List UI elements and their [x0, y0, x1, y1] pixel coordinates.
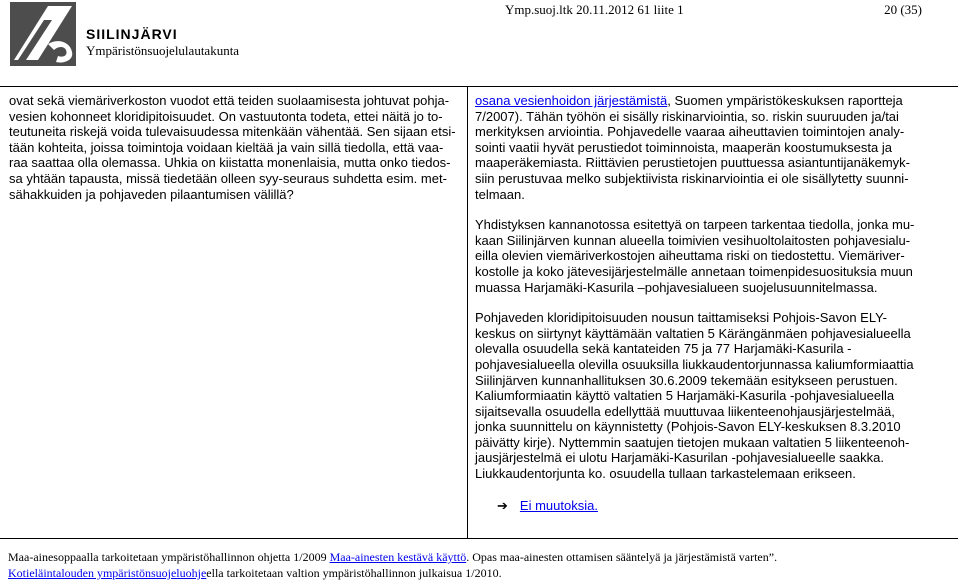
- municipal-emblem-icon: [8, 0, 78, 68]
- footer-line-1: [8, 549, 953, 565]
- kotielaintalous-link[interactable]: Kotieläintalouden ympäristönsuojeluohje: [8, 566, 207, 580]
- right-paragraph-1-text: , Suomen ympäristökeskuksen raportteja 7/2007). Tähän työhön ei sisälly riskinarviointia, so. riskin suuruuden ja/tai merkityksen arviointia. Pohjavedelle vaaraa aiheuttavien toimintojen analy- sointi vaatii hyvät perustiedot toiminnoista, maaperän koostumuksesta ja maaperäkemiasta. Riittävien perustietojen puuttuessa asiantuntijanäkemyk- siin perustuvaa melko subjektiivista riskinarviointia ei ole sisällytetty suunni- telmaan.: [475, 93, 911, 202]
- footer-line-2: [8, 565, 953, 581]
- right-paragraph-1: [475, 93, 920, 202]
- column-divider: [467, 86, 468, 538]
- right-paragraph-3: Pohjaveden kloridipitoisuuden nousun taittamiseksi Pohjois-Savon ELY- keskus on siirtynyt käyttämään valtatien 5 Kärängänmäen pohjavesialueella olevalla osuudella sekä kantateiden 75 ja 77 Harjamäki-Kasurila - pohjavesialueella olevilla osuuksilla liukkaudentorjunnassa kaliumformiaattia Siilinjärven kunnanhallituksen 30.6.2009 tekemään esitykseen perustuen. Kaliumformiaatin käyttö valtatien 5 Harjamäki-Kasurila -pohjavesialueella sijaitsevalla osuudella edellyttää muuttuvaa liikenteenohjausjärjestelmää, jonka suunnittelu on käynnistetty (Pohjois-Savon ELY-keskuksen 8.3.2010 päivätty kirje). Nyttemmin saatujen tietojen mukaan valtatien 5 liikenteenoh- jausjärjestelmä ei ulotu Harjamäki-Kasurilan -pohjavesialueelle saakka. Liukkaudentorjunta ko. osuudella tullaan tarkastelemaan erikseen.: [475, 310, 914, 482]
- organization-subtitle: Ympäristönsuojelulautakunta: [86, 43, 240, 58]
- left-paragraph: ovat sekä viemäriverkoston vuodot että teiden suolaamisesta johtuvat pohja- vesien kohonneet kloridipitoisuudet. On vastuutonta todeta, ettei näitä jo to- teutuneita riskejä voida tulevaisuudessa mitenkään vähentää. Sen sijaan etsi- tään kohteita, joissa toimintoja voidaan kieltää ja vain sillä tiedolla, että vaa- raa saattaa olla olemassa. Uhkia on kiistatta monenlaisia, mutta onko tiedos- sa yhtään tapausta, missä tiedetään olleen syy-seuraus suhdetta esim. met- sähakkuiden ja pohjaveden pilaantumisen välillä?: [9, 93, 456, 202]
- footer-line-1-text-b: . Opas maa-ainesten ottamisen sääntelyä ja järjestämistä varten”.: [466, 550, 778, 564]
- document-reference: Ymp.suoj.ltk 20.11.2012 61 liite 1: [505, 2, 684, 17]
- footer: [8, 549, 953, 581]
- left-column: [9, 93, 459, 202]
- arrow-right-icon: ➔: [497, 497, 508, 513]
- right-column: [475, 93, 920, 513]
- maa-ainesten-link[interactable]: Maa-ainesten kestävä käyttö: [329, 550, 467, 564]
- page-number: 20 (35): [884, 2, 922, 17]
- organization-name: SIILINJÄRVI: [86, 26, 178, 42]
- footer-line-1-text-a: Maa-ainesoppaalla tarkoitetaan ympäristöhallinnon ohjetta 1/2009: [8, 550, 330, 564]
- response-line: [475, 498, 920, 514]
- vesienhoito-link[interactable]: osana vesienhoidon järjestämistä: [475, 93, 668, 108]
- ei-muutoksia-link[interactable]: Ei muutoksia.: [519, 497, 598, 513]
- footer-line-2-text: ella tarkoitetaan valtion ympäristöhallinnon julkaisua 1/2010.: [206, 566, 502, 580]
- right-paragraph-2: Yhdistyksen kannanotossa esitettyä on tarpeen tarkentaa tiedolla, jonka mu- kaan Siilinjärven kunnan alueella toimivien vesihuoltolaitosten pohjavesialu- eilla olevien viemäriverkostojen aiheuttama riski on tiedostettu. Viemäriver- kostolle ja koko jätevesijärjestelmälle annetaan toimenpidesuosituksia muun muassa Harjamäki-Kasurila –pohjavesialueen suojelusuunnitelmassa.: [475, 217, 915, 295]
